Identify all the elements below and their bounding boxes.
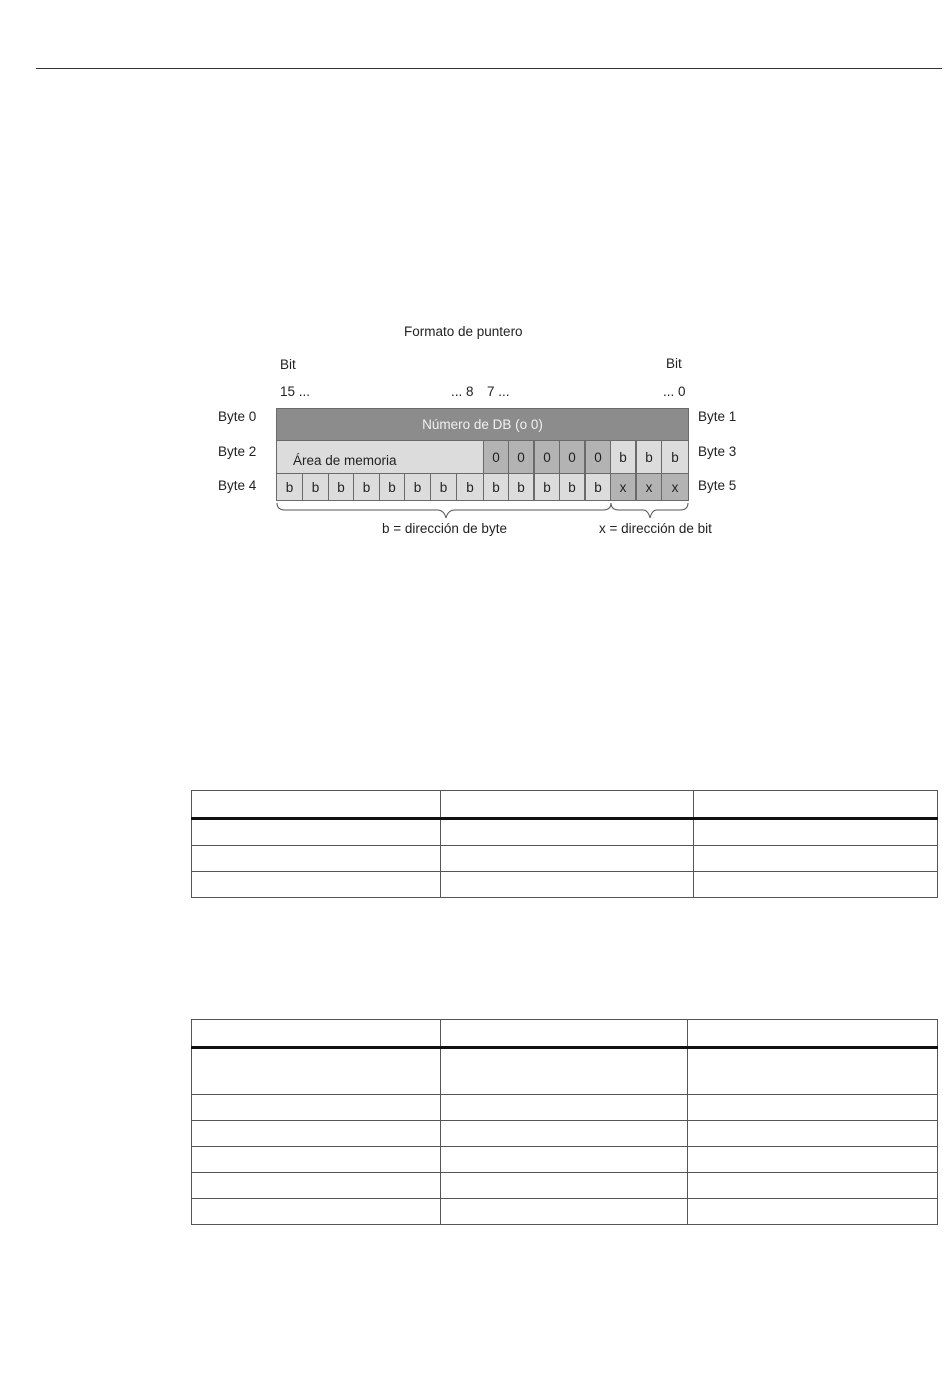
table-header-row <box>192 1020 938 1048</box>
byte-label-3: Byte 3 <box>698 444 737 459</box>
table-row <box>192 1199 938 1225</box>
legend-bit-address: x = dirección de bit <box>599 521 712 536</box>
table-header-row <box>192 791 938 819</box>
table-row <box>192 1173 938 1199</box>
byte-bit-cell: b <box>559 473 585 501</box>
byte-label-0: Byte 0 <box>218 409 257 424</box>
byte-bit-cell: b <box>456 473 484 501</box>
byte-bit-cell: b <box>404 473 431 501</box>
byte-bit-cell: b <box>636 440 662 474</box>
byte-label-2: Byte 2 <box>218 444 257 459</box>
bit-label-right: Bit <box>666 356 682 371</box>
table-cell <box>694 791 938 819</box>
byte-bit-cell: b <box>534 473 560 501</box>
zero-bit-cell: 0 <box>534 440 560 474</box>
zero-bit-cell: 0 <box>508 440 534 474</box>
byte-bit-cell: b <box>379 473 405 501</box>
table-cell <box>688 1048 938 1095</box>
table-cell <box>440 1095 688 1121</box>
bit-label-left: Bit <box>280 357 296 372</box>
byte-label-1: Byte 1 <box>698 409 737 424</box>
byte-label-4: Byte 4 <box>218 478 257 493</box>
table-cell <box>192 1147 441 1173</box>
table-cell <box>440 1147 688 1173</box>
table-cell <box>192 1199 441 1225</box>
table-cell <box>688 1121 938 1147</box>
bit-range-15: 15 ... <box>280 384 311 399</box>
memory-area-field: Área de memoria <box>276 440 484 474</box>
table-cell <box>688 1173 938 1199</box>
byte-bit-cell: b <box>276 473 303 501</box>
table-cell <box>440 1121 688 1147</box>
bit-range-0: ... 0 <box>663 384 686 399</box>
table-cell <box>192 1121 441 1147</box>
table-cell <box>192 1048 441 1095</box>
byte-bit-cell: b <box>328 473 354 501</box>
table-cell <box>192 791 441 819</box>
byte-bit-cell: b <box>483 473 509 501</box>
brace-lines <box>0 0 950 560</box>
table-cell <box>192 1020 441 1048</box>
table-row <box>192 1147 938 1173</box>
zero-bit-cell: 0 <box>585 440 611 474</box>
byte-bit-cell: b <box>661 440 689 474</box>
table-cell <box>688 1147 938 1173</box>
table-cell <box>192 819 441 846</box>
table-cell <box>192 1173 441 1199</box>
table-cell <box>694 872 938 898</box>
table-cell <box>440 1048 688 1095</box>
bit-range-7: 7 ... <box>487 384 510 399</box>
byte-bit-cell: b <box>302 473 329 501</box>
table-row <box>192 819 938 846</box>
table-cell <box>694 846 938 872</box>
table-row <box>192 1121 938 1147</box>
bit-range-8: ... 8 <box>451 384 474 399</box>
byte-bit-cell: b <box>353 473 380 501</box>
table-cell <box>694 819 938 846</box>
byte-bit-cell: b <box>610 440 636 474</box>
bit-address-cell: x <box>610 473 636 501</box>
table-cell <box>440 872 694 898</box>
data-table-2 <box>191 1019 938 1225</box>
byte-bit-cell: b <box>508 473 534 501</box>
table-cell <box>440 1173 688 1199</box>
data-table-1 <box>191 790 938 898</box>
table-row <box>192 1095 938 1121</box>
table-cell <box>440 1199 688 1225</box>
byte-label-5: Byte 5 <box>698 478 737 493</box>
bit-address-brace <box>611 503 688 518</box>
byte-bit-cell: b <box>585 473 611 501</box>
table-cell <box>688 1095 938 1121</box>
table-row <box>192 846 938 872</box>
bit-address-cell: x <box>661 473 689 501</box>
table-row <box>192 1048 938 1095</box>
table-cell <box>688 1020 938 1048</box>
table-cell <box>440 846 694 872</box>
byte-bit-cell: b <box>430 473 457 501</box>
legend-byte-address: b = dirección de byte <box>382 521 507 536</box>
table-cell <box>192 1095 441 1121</box>
bit-address-cell: x <box>636 473 662 501</box>
table-cell <box>688 1199 938 1225</box>
table-cell <box>192 846 441 872</box>
table-cell <box>192 872 441 898</box>
table-row <box>192 872 938 898</box>
diagram-title: Formato de puntero <box>404 324 523 339</box>
table-cell <box>440 1020 688 1048</box>
db-number-field: Número de DB (o 0) <box>276 408 689 441</box>
byte-address-brace <box>277 503 611 518</box>
zero-bit-cell: 0 <box>559 440 585 474</box>
zero-bit-cell: 0 <box>483 440 509 474</box>
table-cell <box>440 791 694 819</box>
table-cell <box>440 819 694 846</box>
